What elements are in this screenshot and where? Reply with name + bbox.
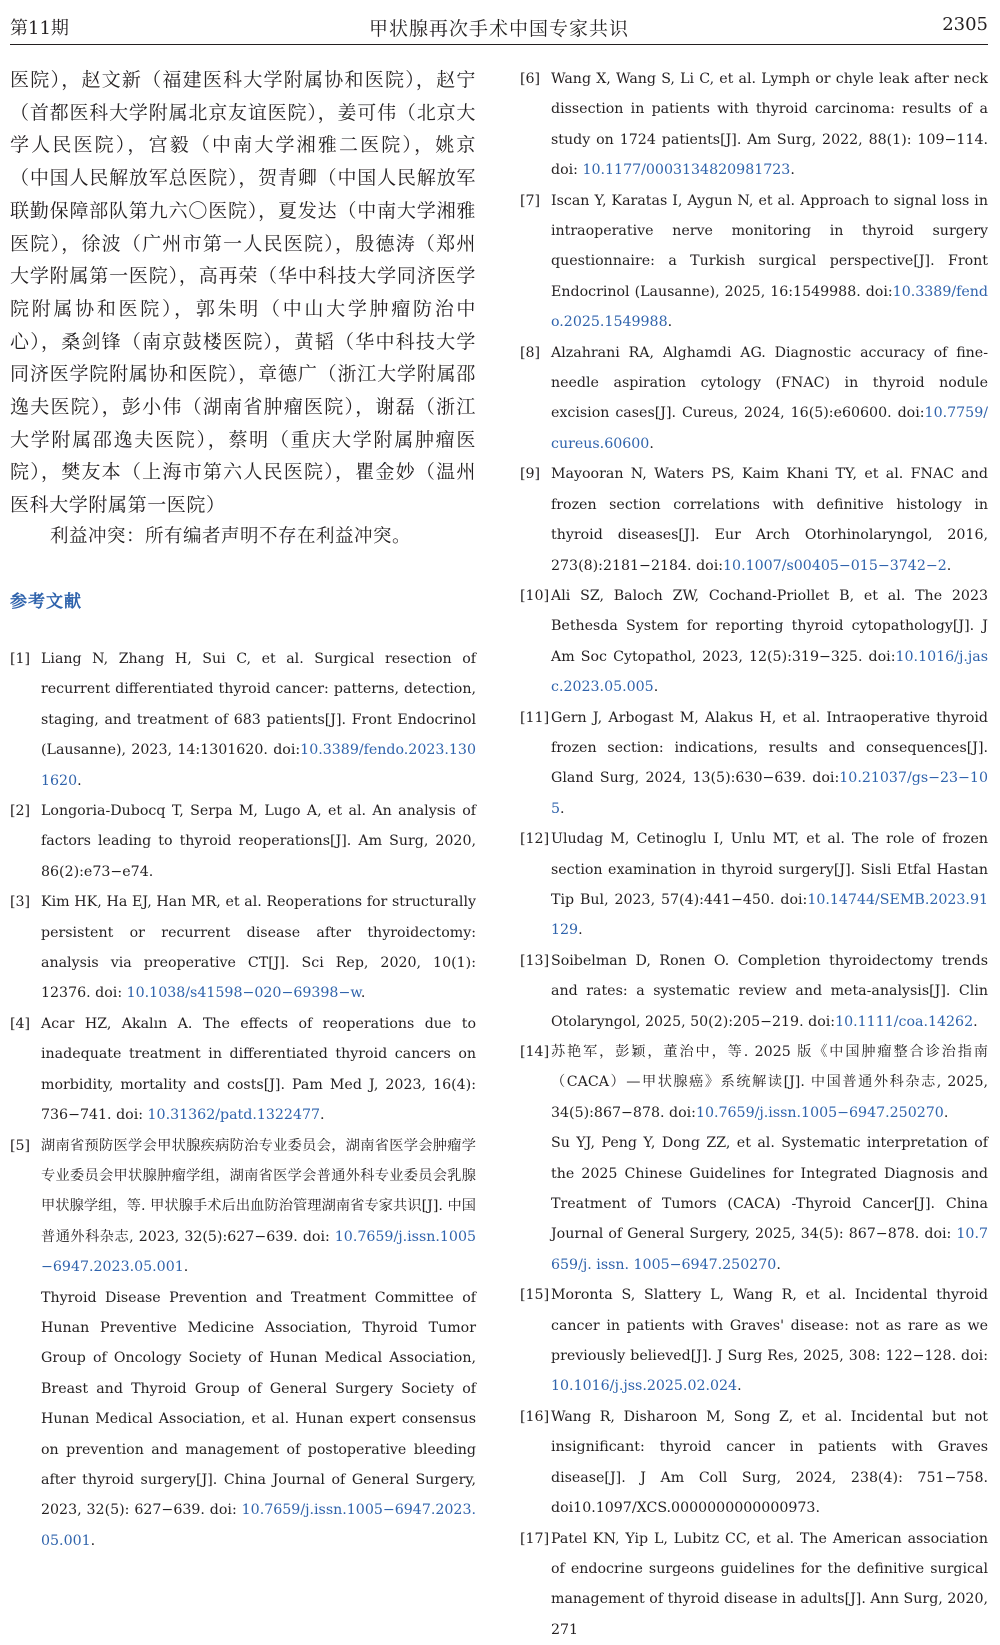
- references-right-column: [520, 64, 988, 1645]
- reference-item: [10, 644, 476, 796]
- reference-number: [13]: [520, 946, 549, 976]
- references-heading: 参考文献: [10, 587, 82, 612]
- doi-link[interactable]: 10.21037/gs−23−105: [551, 770, 988, 816]
- reference-item: [520, 1402, 988, 1524]
- doi-link[interactable]: 10.14744/SEMB.2023.91129: [551, 892, 988, 938]
- reference-item: [520, 946, 988, 1037]
- reference-tail: .: [654, 679, 659, 695]
- reference-item: [520, 338, 988, 460]
- reference-text: Ali SZ, Baloch ZW, Cochand-Priollet B, et al. The 2023 Bethesda System for reporting thyroid cytopathology[J]. J Am Soc Cytopathol, 2023, 12(5):319−325. doi:: [551, 588, 988, 665]
- reference-item: [10, 1131, 476, 1557]
- reference-text: Alzahrani RA, Alghamdi AG. Diagnostic accuracy of fine-needle aspiration cytology (FNAC) in thyroid nodule excision cases[J]. Cureus, 2024, 16(5):e60600. doi:: [551, 345, 988, 422]
- reference-text: Liang N, Zhang H, Sui C, et al. Surgical resection of recurrent differentiated thyroid cancer: patterns, detection, staging, and treatment of 683 patients[J]. Front Endocrinol (Lausanne), 2023, 14:1301620. doi:: [41, 651, 476, 758]
- doi-link[interactable]: 10.1007/s00405−015−3742−2: [723, 558, 947, 574]
- reference-tail: .: [649, 436, 654, 452]
- reference-tail: .: [790, 162, 795, 178]
- doi-link[interactable]: 10.1016/j.jasc.2023.05.005: [551, 649, 988, 695]
- reference-item: [520, 459, 988, 581]
- reference-text: Wang X, Wang S, Li C, et al. Lymph or chyle leak after neck dissection in patients with thyroid carcinoma: results of a study on 1724 patients[J]. Am Surg, 2022, 88(1): 109−114. doi:: [551, 71, 988, 178]
- reference-item: [10, 1009, 476, 1131]
- reference-english-text: Su YJ, Peng Y, Dong ZZ, et al. Systematic interpretation of the 2025 Chinese Guidelines for Integrated Diagnosis and Treatment of Tumors (CACA) -Thyroid Cancer[J]. China Journal of General Surgery, 2025, 34(5): 867−878. doi:: [551, 1135, 988, 1242]
- reference-tail: .: [91, 1533, 96, 1549]
- doi-link[interactable]: 10.7659/j.issn.1005−6947.2023.05.001: [41, 1502, 476, 1548]
- reference-tail: .: [184, 1259, 189, 1275]
- reference-number: [14]: [520, 1037, 549, 1067]
- reference-tail: .: [973, 1014, 978, 1030]
- conflict-of-interest: [10, 522, 476, 548]
- reference-item: [520, 703, 988, 825]
- doi-link[interactable]: 10.7659/j.issn.1005−6947.250270: [696, 1105, 944, 1121]
- reference-number: [11]: [520, 703, 549, 733]
- reference-tail: .: [320, 1107, 325, 1123]
- reference-text: Kim HK, Ha EJ, Han MR, et al. Reoperations for structurally persistent or recurrent disease after thyroidectomy: analysis via preoperative CT[J]. Sci Rep, 2020, 10(1): 12376. doi:: [41, 894, 476, 1001]
- author-affiliations: 医院），赵文新（福建医科大学附属协和医院），赵宁（首都医科大学附属北京友谊医院），姜可伟（北京大学人民医院），宫毅（中南大学湘雅二医院），姚京（中国人民解放军总医院），贺青卿（中国人民解放军联勤保障部队第九六〇医院），夏发达（中南大学湘雅医院），徐波（广州市第一人民医院），殷德涛（郑州大学附属第一医院），高再荣（华中科技大学同济医学院附属协和医院），郭朱明（中山大学肿瘤防治中心），桑剑锋（南京鼓楼医院），黄韬（华中科技大学同济医学院附属协和医院），章德广（浙江大学附属邵逸夫医院），彭小伟（湖南省肿瘤医院），谢磊（浙江大学附属邵逸夫医院），蔡明（重庆大学附属肿瘤医院），樊友本（上海市第六人民医院），瞿金妙（温州医科大学附属第一医院）: [10, 64, 476, 522]
- reference-text: 苏艳军，彭颖，董治中，等. 2025 版《中国肿瘤整合诊治指南（CACA）—甲状腺癌》系统解读[J]. 中国普通外科杂志, 2025, 34(5):867−878. doi:: [551, 1044, 988, 1121]
- reference-tail: .: [737, 1378, 742, 1394]
- reference-item: [520, 1037, 988, 1280]
- reference-tail: .: [361, 985, 366, 1001]
- reference-number: [9]: [520, 459, 540, 489]
- reference-item: [520, 1280, 988, 1402]
- running-header: [10, 12, 988, 45]
- reference-tail: .: [668, 314, 673, 330]
- reference-tail: .: [77, 773, 82, 789]
- doi-link[interactable]: 10.7759/cureus.60600: [551, 405, 988, 451]
- reference-number: [7]: [520, 186, 540, 216]
- reference-number: [4]: [10, 1009, 30, 1039]
- reference-number: [1]: [10, 644, 30, 674]
- reference-text: Gern J, Arbogast M, Alakus H, et al. Intraoperative thyroid frozen section: indications, results and consequences[J]. Gland Surg, 2024, 13(5):630−639. doi:: [551, 710, 988, 787]
- doi-link[interactable]: 10.1111/coa.14262: [835, 1014, 973, 1030]
- reference-text: Mayooran N, Waters PS, Kaim Khani TY, et al. FNAC and frozen section correlations with definitive histology in thyroid diseases[J]. Eur Arch Otorhinolaryngol, 2016, 273(8):2181−2184. doi:: [551, 466, 988, 573]
- reference-text: Iscan Y, Karatas I, Aygun N, et al. Approach to signal loss in intraoperative nerve monitoring in thyroid surgery questionnaire: a Turkish surgical perspective[J]. Front Endocrinol (Lausanne), 2025, 16:1549988. doi:: [551, 193, 988, 300]
- reference-number: [10]: [520, 581, 549, 611]
- reference-tail: .: [944, 1105, 949, 1121]
- page-number: 2305: [942, 14, 988, 35]
- reference-number: [16]: [520, 1402, 549, 1432]
- reference-text: Patel KN, Yip L, Lubitz CC, et al. The American association of endocrine surgeons guidelines for the definitive surgical management of thyroid disease in adults[J]. Ann Surg, 2020, 271: [551, 1531, 988, 1638]
- references-left-column: [10, 644, 476, 1556]
- reference-number: [17]: [520, 1524, 549, 1554]
- reference-number: [5]: [10, 1131, 30, 1161]
- reference-text: Uludag M, Cetinoglu I, Unlu MT, et al. The role of frozen section examination in thyroid surgery[J]. Sisli Etfal Hastan Tip Bul, 2023, 57(4):441−450. doi:: [551, 831, 988, 908]
- reference-tail: .: [776, 1257, 781, 1273]
- reference-english-translation: [41, 1283, 476, 1557]
- reference-text: Wang R, Disharoon M, Song Z, et al. Incidental but not insignificant: thyroid cancer in patients with Graves disease[J]. J Am Coll Surg, 2024, 238(4): 751−758. doi10.1097/XCS.0000000000000973.: [551, 1409, 988, 1516]
- reference-tail: .: [578, 922, 583, 938]
- reference-number: [12]: [520, 824, 549, 854]
- reference-tail: .: [560, 801, 565, 817]
- reference-item: [520, 1524, 988, 1645]
- reference-number: [15]: [520, 1280, 549, 1310]
- reference-item: [520, 581, 988, 703]
- doi-link[interactable]: 10.31362/patd.1322477: [148, 1107, 321, 1123]
- reference-english-text: Thyroid Disease Prevention and Treatment Committee of Hunan Preventive Medicine Association, Thyroid Tumor Group of Oncology Society of Hunan Medical Association, Breast and Thyroid Group of General Surgery Society of Hunan Medical Association, et al. Hunan expert consensus on prevention and management of postoperative bleeding after thyroid surgery[J]. China Journal of General Surgery, 2023, 32(5): 627−639. doi:: [41, 1290, 476, 1519]
- doi-link[interactable]: 10.1177/0003134820981723: [582, 162, 790, 178]
- reference-text: 湖南省预防医学会甲状腺疾病防治专业委员会，湖南省医学会肿瘤学专业委员会甲状腺肿瘤学组，湖南省医学会普通外科专业委员会乳腺甲状腺学组，等. 甲状腺手术后出血防治管理湖南省专家共识[J]. 中国普通外科杂志, 2023, 32(5):627−639. doi:: [41, 1138, 476, 1245]
- doi-link[interactable]: 10.3389/fendo.2023.1301620: [41, 742, 476, 788]
- reference-item: [10, 796, 476, 887]
- issue-number: 第11期: [10, 14, 69, 40]
- left-column: [10, 64, 476, 522]
- reference-text: Moronta S, Slattery L, Wang R, et al. Incidental thyroid cancer in patients with Graves' disease: not as rare as we previously believed[J]. J Surg Res, 2025, 308: 122−128. doi:: [551, 1287, 988, 1364]
- doi-link[interactable]: 10.1038/s41598−020−69398−w: [127, 985, 361, 1001]
- doi-link[interactable]: 10.7659/j. issn. 1005−6947.250270: [551, 1226, 988, 1272]
- reference-item: [520, 186, 988, 338]
- reference-item: [520, 824, 988, 946]
- reference-text: Acar HZ, Akalın A. The effects of reoperations due to inadequate treatment in differentiated thyroid cancers on morbidity, mortality and costs[J]. Pam Med J, 2023, 16(4): 736−741. doi:: [41, 1016, 476, 1123]
- journal-title: 甲状腺再次手术中国专家共识: [10, 14, 988, 41]
- reference-item: [10, 887, 476, 1009]
- doi-link[interactable]: 10.3389/fendo.2025.1549988: [551, 284, 988, 330]
- reference-tail: .: [947, 558, 952, 574]
- reference-item: [520, 64, 988, 186]
- doi-link[interactable]: 10.7659/j.issn.1005−6947.2023.05.001: [41, 1229, 476, 1275]
- reference-text: Soibelman D, Ronen O. Completion thyroidectomy trends and rates: a systematic review and meta-analysis[J]. Clin Otolaryngol, 2025, 50(2):205−219. doi:: [551, 953, 988, 1030]
- reference-number: [6]: [520, 64, 540, 94]
- reference-text: Longoria-Dubocq T, Serpa M, Lugo A, et al. An analysis of factors leading to thyroid reoperations[J]. Am Surg, 2020, 86(2):e73−e74.: [41, 803, 476, 880]
- reference-number: [3]: [10, 887, 30, 917]
- conflict-of-interest-text: 利益冲突：所有编者声明不存在利益冲突。: [50, 526, 411, 547]
- reference-english-translation: [551, 1128, 988, 1280]
- reference-number: [2]: [10, 796, 30, 826]
- doi-link[interactable]: 10.1016/j.jss.2025.02.024: [551, 1378, 737, 1394]
- reference-number: [8]: [520, 338, 540, 368]
